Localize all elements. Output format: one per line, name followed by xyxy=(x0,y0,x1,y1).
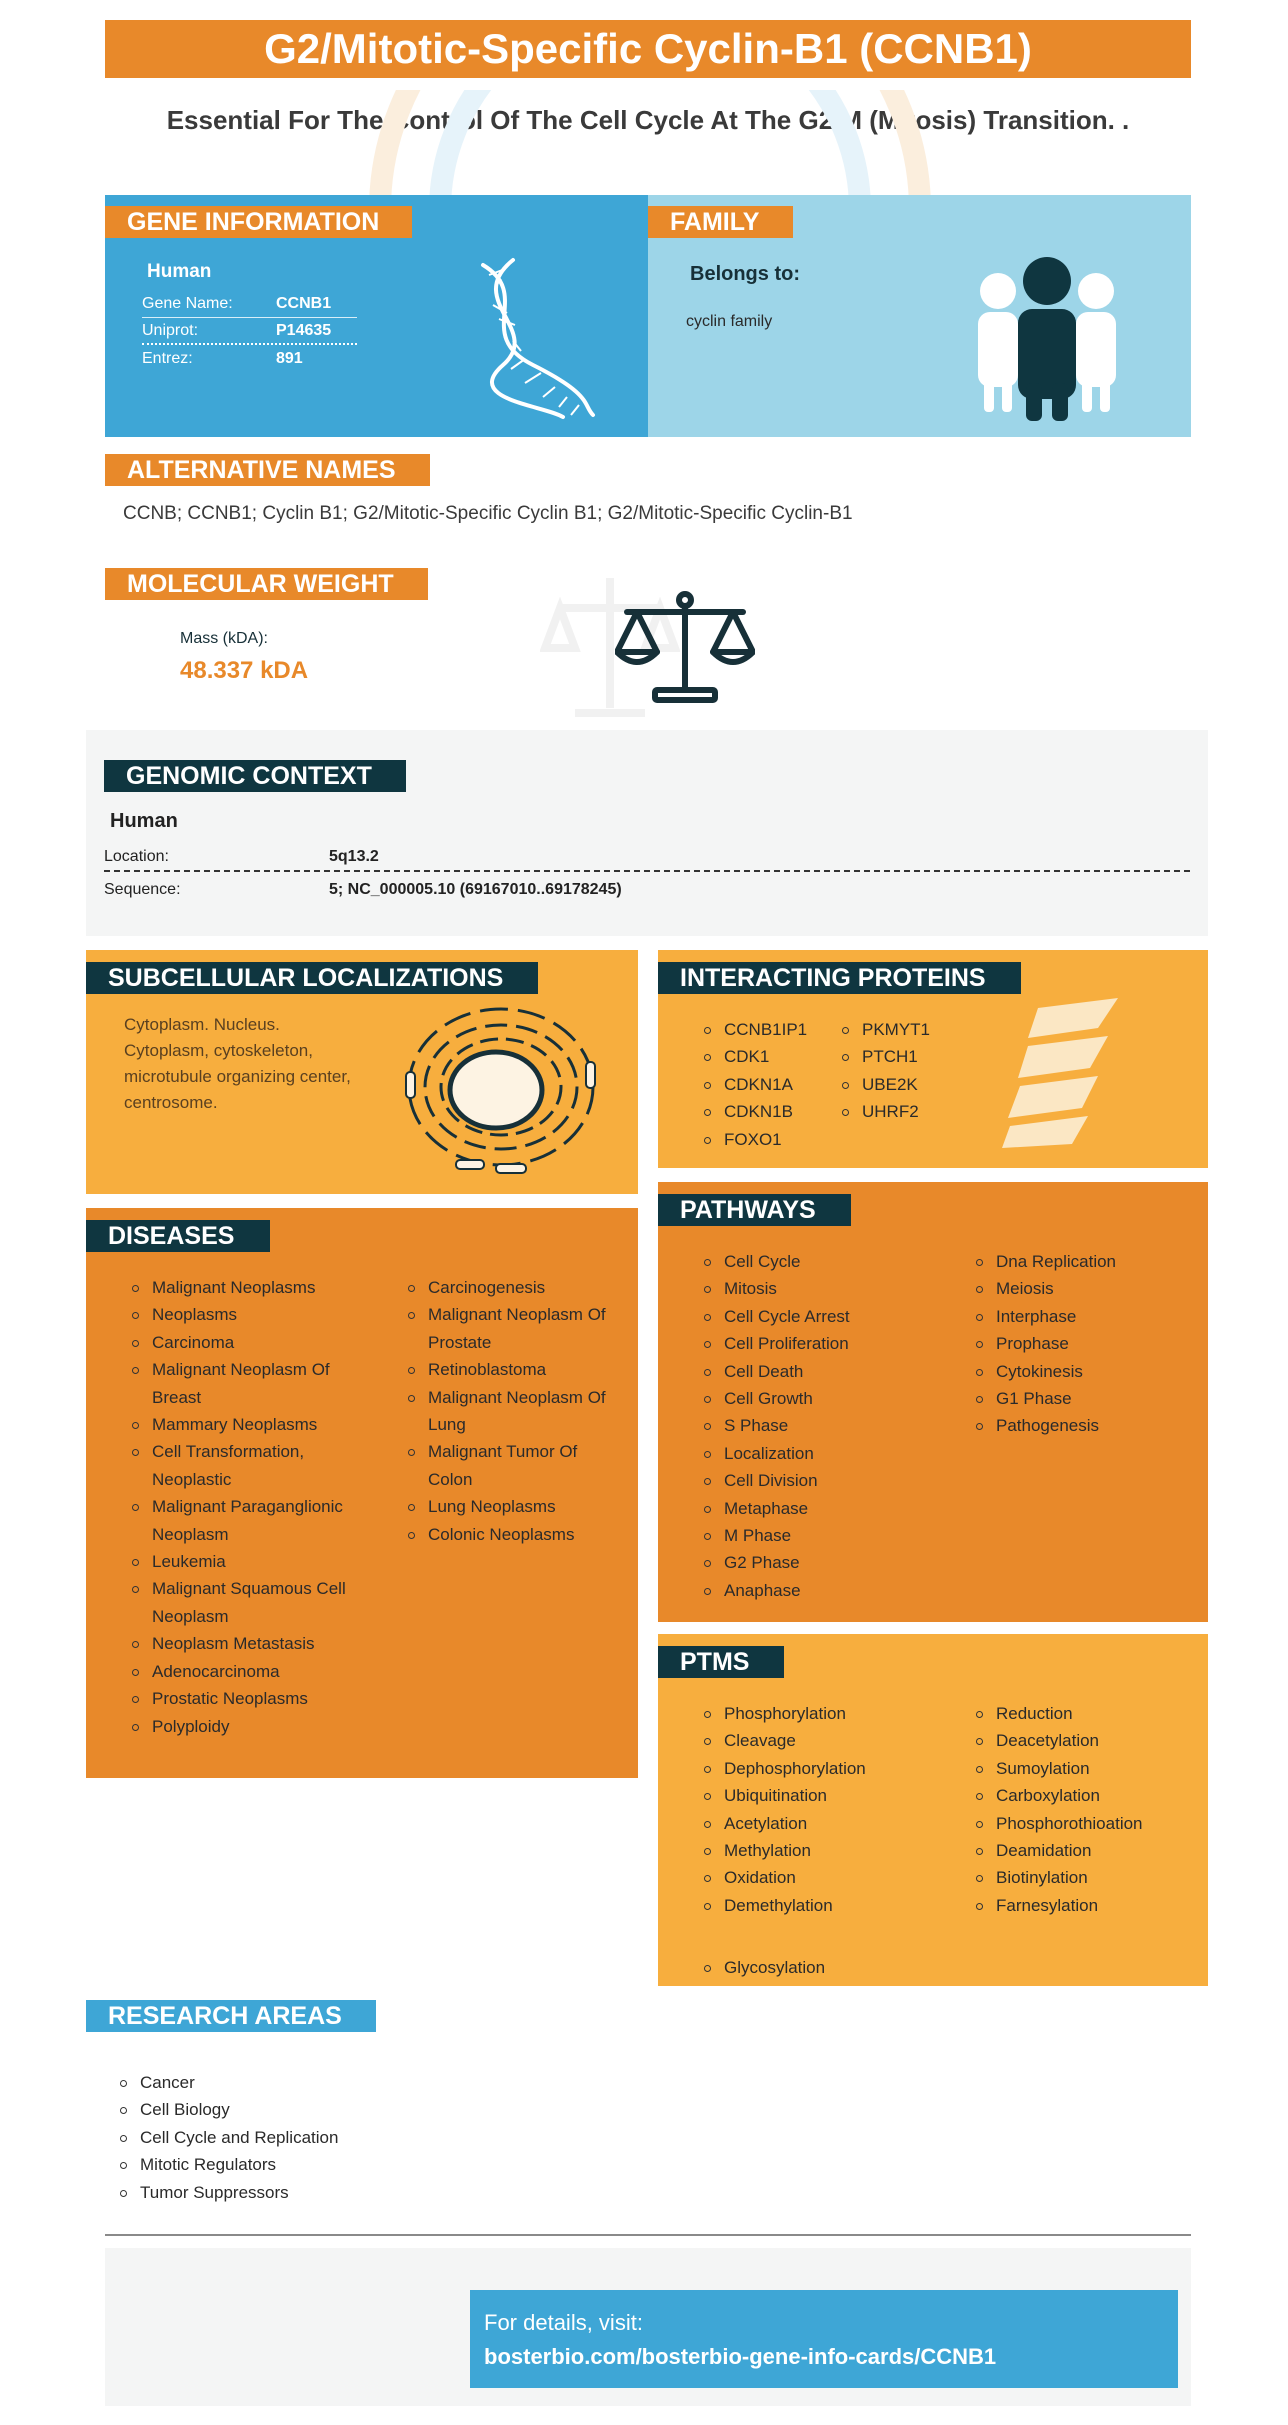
pathway-item: Cell Cycle xyxy=(704,1248,850,1275)
disease-item: Prostatic Neoplasms xyxy=(132,1685,352,1712)
genomic-species: Human xyxy=(110,810,178,832)
ptms-list-extra xyxy=(704,1954,825,1981)
footer-link-box[interactable] xyxy=(470,2290,1178,2388)
location-row xyxy=(104,844,1190,872)
family-value: cyclin family xyxy=(686,313,773,330)
pathway-item: Dna Replication xyxy=(976,1248,1116,1275)
interacting-protein-item: PTCH1 xyxy=(842,1043,930,1070)
pathway-item: Mitosis xyxy=(704,1275,850,1302)
interacting-protein-item: CCNB1IP1 xyxy=(704,1016,807,1043)
disease-item: Polyploidy xyxy=(132,1713,352,1740)
pathway-item: G1 Phase xyxy=(976,1385,1116,1412)
gene-info-table xyxy=(142,291,357,372)
location-key: Location: xyxy=(104,848,169,865)
pathways-list-1 xyxy=(704,1248,850,1604)
ptm-item: Biotinylation xyxy=(976,1864,1143,1891)
diseases-panel xyxy=(86,1208,638,1778)
ptm-item: Carboxylation xyxy=(976,1782,1143,1809)
pathway-item: Prophase xyxy=(976,1330,1116,1357)
interacting-protein-item: UBE2K xyxy=(842,1071,930,1098)
ptm-item: Glycosylation xyxy=(704,1954,825,1981)
ptm-item: Reduction xyxy=(976,1700,1143,1727)
pathway-item: Cell Growth xyxy=(704,1385,850,1412)
interacting-list-2 xyxy=(842,1016,930,1126)
research-area-item: Cancer xyxy=(120,2069,338,2096)
footer-visit-label: For details, visit: xyxy=(484,2310,643,2335)
research-area-item: Cell Cycle and Replication xyxy=(120,2124,338,2151)
uniprot-row xyxy=(142,318,357,345)
disease-item: Malignant Neoplasms xyxy=(132,1274,352,1301)
gene-information-panel xyxy=(105,195,648,437)
family-heading: FAMILY xyxy=(648,206,793,238)
entrez-key: Entrez: xyxy=(142,349,193,367)
gene-name-key: Gene Name: xyxy=(142,295,233,312)
research-area-item: Mitotic Regulators xyxy=(120,2151,338,2178)
alternative-names-text: CCNB; CCNB1; Cyclin B1; G2/Mitotic-Specific Cyclin B1; G2/Mitotic-Specific Cyclin-B1 xyxy=(123,503,853,524)
disease-item: Neoplasms xyxy=(132,1301,352,1328)
ptm-item: Sumoylation xyxy=(976,1755,1143,1782)
gene-information-heading: GENE INFORMATION xyxy=(105,206,412,238)
family-panel xyxy=(648,195,1191,437)
page-title: G2/Mitotic-Specific Cyclin-B1 (CCNB1) xyxy=(105,20,1191,78)
pathway-item: Anaphase xyxy=(704,1577,850,1604)
diseases-heading: DISEASES xyxy=(86,1220,270,1252)
disease-item: Cell Transformation, Neoplastic xyxy=(132,1438,352,1493)
interacting-protein-item: CDKN1B xyxy=(704,1098,807,1125)
pathways-panel xyxy=(658,1182,1208,1622)
mass-label: Mass (kDA): xyxy=(180,630,268,647)
disease-item: Carcinoma xyxy=(132,1329,352,1356)
balance-scale-icon xyxy=(615,590,755,705)
gene-name-value: CCNB1 xyxy=(276,295,332,312)
research-area-item: Cell Biology xyxy=(120,2096,338,2123)
ptm-item: Cleavage xyxy=(704,1727,866,1754)
ptm-item: Deamidation xyxy=(976,1837,1143,1864)
ptm-item: Dephosphorylation xyxy=(704,1755,866,1782)
pathway-item: Metaphase xyxy=(704,1495,850,1522)
protein-ribbon-icon xyxy=(998,998,1138,1148)
ptms-list-1 xyxy=(704,1700,866,1919)
research-area-item: Tumor Suppressors xyxy=(120,2179,338,2206)
ptm-item: Oxidation xyxy=(704,1864,866,1891)
interacting-protein-item: CDK1 xyxy=(704,1043,807,1070)
cell-organelle-icon xyxy=(396,992,606,1182)
disease-item: Lung Neoplasms xyxy=(408,1493,624,1520)
genomic-context-heading: GENOMIC CONTEXT xyxy=(104,760,406,792)
subcellular-text: Cytoplasm. Nucleus. Cytoplasm, cytoskeleton, microtubule organizing center, centrosome. xyxy=(124,1015,351,1112)
footer-divider xyxy=(105,2234,1191,2236)
interacting-protein-item: FOXO1 xyxy=(704,1126,807,1153)
pathway-item: Cytokinesis xyxy=(976,1358,1116,1385)
research-areas-heading: RESEARCH AREAS xyxy=(86,2000,376,2032)
gene-name-row xyxy=(142,291,357,318)
pathway-item: Cell Death xyxy=(704,1358,850,1385)
interacting-proteins-panel xyxy=(658,950,1208,1168)
interacting-protein-item: PKMYT1 xyxy=(842,1016,930,1043)
disease-item: Malignant Neoplasm Of Breast xyxy=(132,1356,352,1411)
disease-item: Malignant Neoplasm Of Prostate xyxy=(408,1301,624,1356)
pathway-item: Cell Cycle Arrest xyxy=(704,1303,850,1330)
subcellular-heading: SUBCELLULAR LOCALIZATIONS xyxy=(86,962,538,994)
sequence-row xyxy=(104,876,1190,904)
disease-item: Leukemia xyxy=(132,1548,352,1575)
uniprot-value[interactable]: P14635 xyxy=(276,321,332,339)
pathway-item: G2 Phase xyxy=(704,1549,850,1576)
disease-item: Malignant Squamous Cell Neoplasm xyxy=(132,1575,352,1630)
gene-species: Human xyxy=(147,261,212,282)
interacting-protein-item: UHRF2 xyxy=(842,1098,930,1125)
entrez-value[interactable]: 891 xyxy=(276,349,303,367)
disease-item: Neoplasm Metastasis xyxy=(132,1630,352,1657)
pathway-item: Cell Proliferation xyxy=(704,1330,850,1357)
ptm-item: Phosphorylation xyxy=(704,1700,866,1727)
molecular-weight-heading: MOLECULAR WEIGHT xyxy=(105,568,428,600)
family-belongs-to-label: Belongs to: xyxy=(690,263,800,285)
genomic-context-panel xyxy=(86,730,1208,936)
subcellular-panel xyxy=(86,950,638,1194)
alternative-names-heading: ALTERNATIVE NAMES xyxy=(105,454,430,486)
sequence-key: Sequence: xyxy=(104,881,181,898)
disease-item: Malignant Neoplasm Of Lung xyxy=(408,1384,624,1439)
pathway-item: S Phase xyxy=(704,1412,850,1439)
mass-value: 48.337 kDA xyxy=(180,657,309,684)
diseases-list-2 xyxy=(408,1274,624,1548)
page-subtitle: Essential For The Control Of The Cell Cycle At The G2/M (Mitosis) Transition. . xyxy=(166,105,1130,135)
pathway-item: Meiosis xyxy=(976,1275,1116,1302)
pathways-heading: PATHWAYS xyxy=(658,1194,851,1226)
ptms-list-2 xyxy=(976,1700,1143,1919)
ptm-item: Methylation xyxy=(704,1837,866,1864)
entrez-row xyxy=(142,345,357,372)
disease-item: Retinoblastoma xyxy=(408,1356,624,1383)
ptms-panel xyxy=(658,1634,1208,1986)
ptm-item: Demethylation xyxy=(704,1892,866,1919)
dna-helix-icon xyxy=(463,255,613,420)
disease-item: Malignant Paraganglionic Neoplasm xyxy=(132,1493,352,1548)
research-areas-list xyxy=(120,2069,338,2206)
ptm-item: Phosphorothioation xyxy=(976,1810,1143,1837)
ptm-item: Deacetylation xyxy=(976,1727,1143,1754)
pathways-list-2 xyxy=(976,1248,1116,1440)
uniprot-key: Uniprot: xyxy=(142,321,199,339)
footer-url-link[interactable]: bosterbio.com/bosterbio-gene-info-cards/CCNB1 xyxy=(484,2344,997,2369)
ptm-item: Acetylation xyxy=(704,1810,866,1837)
location-value: 5q13.2 xyxy=(329,848,379,865)
pathway-item: M Phase xyxy=(704,1522,850,1549)
pathway-item: Cell Division xyxy=(704,1467,850,1494)
disease-item: Adenocarcinoma xyxy=(132,1658,352,1685)
ptm-item: Ubiquitination xyxy=(704,1782,866,1809)
ptm-item: Farnesylation xyxy=(976,1892,1143,1919)
interacting-proteins-heading: INTERACTING PROTEINS xyxy=(658,962,1021,994)
disease-item: Malignant Tumor Of Colon xyxy=(408,1438,624,1493)
sequence-value: 5; NC_000005.10 (69167010..69178245) xyxy=(329,881,622,898)
diseases-list-1 xyxy=(132,1274,352,1740)
watermark-arc-icon xyxy=(350,90,950,210)
pathway-item: Interphase xyxy=(976,1303,1116,1330)
pathway-item: Localization xyxy=(704,1440,850,1467)
disease-item: Carcinogenesis xyxy=(408,1274,624,1301)
disease-item: Colonic Neoplasms xyxy=(408,1521,624,1548)
interacting-list-1 xyxy=(704,1016,807,1153)
pathway-item: Pathogenesis xyxy=(976,1412,1116,1439)
people-group-icon xyxy=(972,257,1122,422)
ptms-heading: PTMS xyxy=(658,1646,784,1678)
disease-item: Mammary Neoplasms xyxy=(132,1411,352,1438)
interacting-protein-item: CDKN1A xyxy=(704,1071,807,1098)
